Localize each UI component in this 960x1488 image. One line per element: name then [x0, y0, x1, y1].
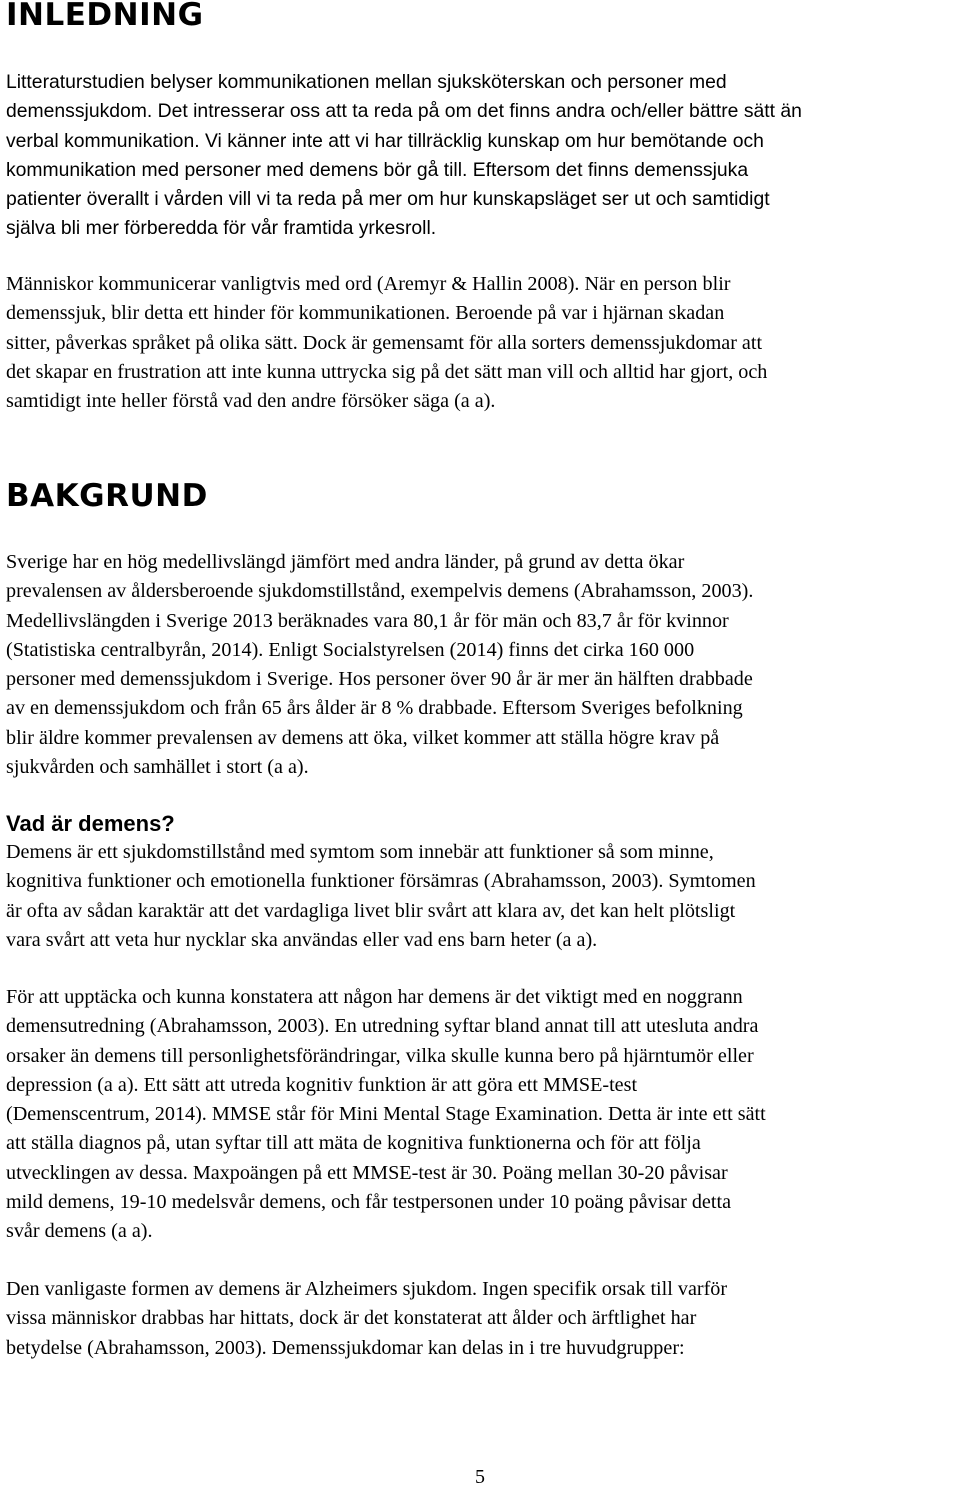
- text-line: det skapar en frustration att inte kunna uttrycka sig på det sätt man vill och alltid har gjort, och: [6, 360, 768, 383]
- text-line: prevalensen av åldersberoende sjukdomstillstånd, exempelvis demens (Abrahamsson, 2003).: [6, 580, 754, 603]
- text-line: För att upptäcka och kunna konstatera att någon har demens är det viktigt med en noggrann: [6, 986, 743, 1008]
- text-line: orsaker än demens till personlighetsförändringar, vilka skulle kunna bero på hjärntumör eller: [6, 1044, 754, 1067]
- text-line: (Statistiska centralbyrån, 2014). Enligt Socialstyrelsen (2014) finns det cirka 160 000: [6, 638, 695, 661]
- text-line: själva bli mer förberedda för vår framtida yrkesroll.: [6, 217, 437, 240]
- text-line: verbal kommunikation. Vi känner inte att vi har tillräcklig kunskap om hur bemötande och: [6, 129, 764, 152]
- heading-bakgrund: BAKGRUND: [6, 478, 208, 514]
- text-line: att ställa diagnos på, utan syftar till att mäta de kognitiva funktionerna och för att följa: [6, 1132, 701, 1155]
- text-line: betydelse (Abrahamsson, 2003). Demenssjukdomar kan delas in i tre huvudgrupper:: [6, 1336, 685, 1359]
- text-line: Sverige har en hög medellivslängd jämfört med andra länder, på grund av detta ökar: [6, 551, 685, 573]
- text-line: samtidigt inte heller förstå vad den andre försöker säga (a a).: [6, 390, 496, 413]
- paragraph-inledning-1: [6, 68, 958, 244]
- text-line: är ofta av sådan karaktär att det vardagliga livet blir svårt att klara av, det kan helt plötsligt: [6, 899, 736, 922]
- paragraph-demens-1: [6, 838, 958, 955]
- text-line: vara svårt att veta hur nycklar ska användas eller vad ens barn heter (a a).: [6, 928, 598, 951]
- text-line: utvecklingen av dessa. Maxpoängen på ett MMSE-test är 30. Poäng mellan 30-20 påvisar: [6, 1161, 728, 1184]
- text-line: mild demens, 19-10 medelsvår demens, och får testpersonen under 10 poäng påvisar detta: [6, 1191, 732, 1214]
- text-line: kommunikation med personer med demens bör gå till. Eftersom det finns demenssjuka: [6, 158, 749, 181]
- text-line: demenssjukdom. Det intresserar oss att ta reda på om det finns andra och/eller bättre sätt än: [6, 100, 802, 123]
- text-line: demenssjuk, blir detta ett hinder för kommunikationen. Beroende på var i hjärnan skadan: [6, 302, 725, 325]
- text-line: depression (a a). Ett sätt att utreda kognitiv funktion är att göra ett MMSE-test: [6, 1073, 638, 1096]
- text-line: sjukvården och samhället i stort (a a).: [6, 756, 309, 779]
- paragraph-inledning-2: [6, 270, 958, 416]
- text-line: Medellivslängden i Sverige 2013 beräknades vara 80,1 år för män och 83,7 år för kvinnor: [6, 609, 729, 632]
- text-line: kognitiva funktioner och emotionella funktioner försämras (Abrahamsson, 2003). Symtomen: [6, 870, 756, 893]
- text-line: av en demenssjukdom och från 65 års ålder är 8 % drabbade. Eftersom Sveriges befolkning: [6, 697, 743, 720]
- paragraph-demens-3: [6, 1275, 958, 1363]
- text-line: blir äldre kommer prevalensen av demens att öka, vilket kommer att ställa högre krav på: [6, 726, 720, 749]
- heading-inledning: INLEDNING: [6, 0, 204, 33]
- text-line: sitter, påverkas språket på olika sätt. Dock är gemensamt för alla sorters demenssjukdomar att: [6, 331, 763, 354]
- paragraph-demens-2: [6, 983, 958, 1247]
- text-line: Människor kommunicerar vanligtvis med ord (Aremyr & Hallin 2008). När en person blir: [6, 273, 731, 295]
- paragraph-bakgrund-1: [6, 548, 958, 782]
- text-line: svår demens (a a).: [6, 1220, 153, 1243]
- text-line: Den vanligaste formen av demens är Alzheimers sjukdom. Ingen specifik orsak till varför: [6, 1278, 728, 1300]
- text-line: (Demenscentrum, 2014). MMSE står för Mini Mental Stage Examination. Detta är inte ett sätt: [6, 1103, 766, 1126]
- text-line: personer med demenssjukdom i Sverige. Hos personer över 90 år är mer än hälften drabbade: [6, 668, 753, 691]
- page-number: 5: [475, 1466, 485, 1488]
- text-line: vissa människor drabbas har hittats, dock är det konstaterat att ålder och ärftlighet har: [6, 1307, 697, 1330]
- heading-vad-ar-demens: Vad är demens?: [6, 811, 175, 836]
- text-line: patienter överallt i vården vill vi ta reda på mer om hur kunskapsläget ser ut och samtidigt: [6, 188, 770, 211]
- text-line: demensutredning (Abrahamsson, 2003). En utredning syftar bland annat till att utesluta andra: [6, 1015, 759, 1038]
- text-line: Demens är ett sjukdomstillstånd med symtom som innebär att funktioner så som minne,: [6, 841, 714, 863]
- text-line: Litteraturstudien belyser kommunikationen mellan sjuksköterskan och personer med: [6, 71, 727, 93]
